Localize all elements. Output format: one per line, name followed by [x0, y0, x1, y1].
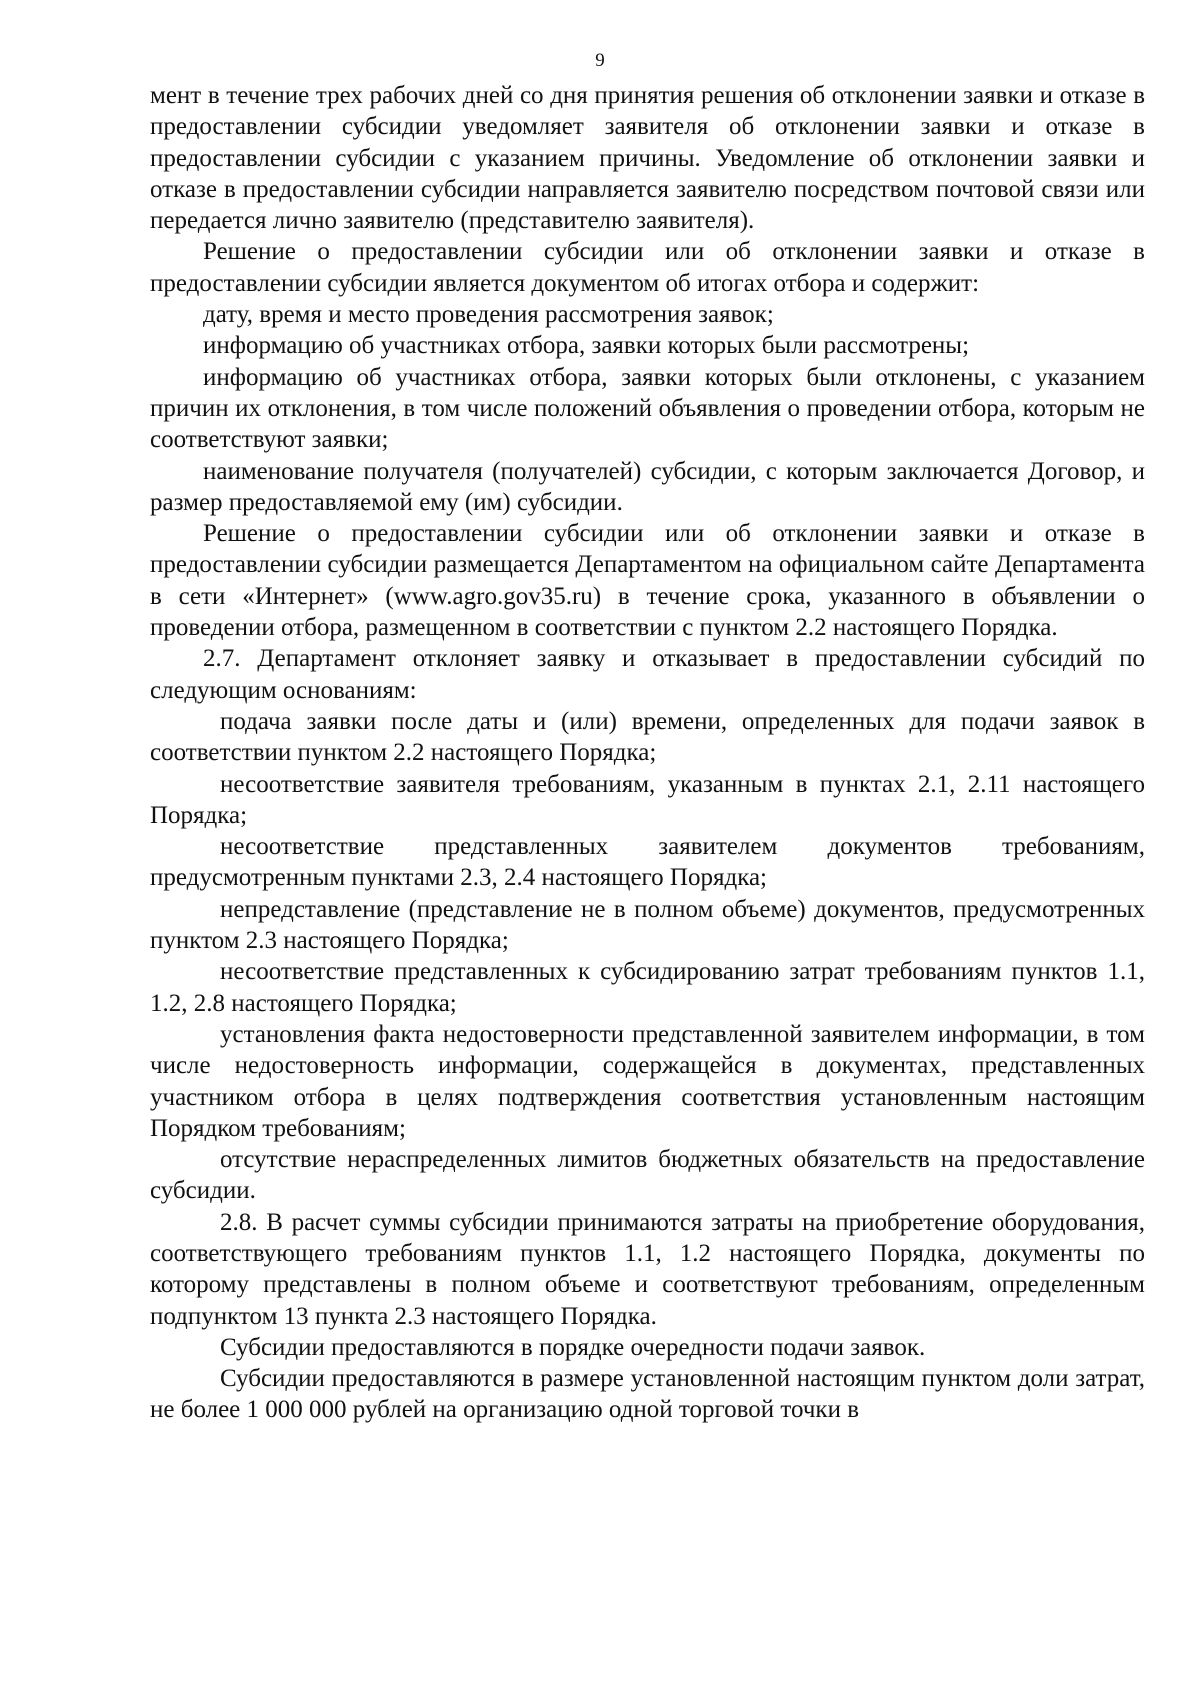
list-item: отсутствие нераспределенных лимитов бюджетных обязательств на предоставление субсидии. [150, 1146, 1145, 1205]
list-item: наименование получателя (получателей) субсидии, с которым заключается Договор, и размер предоставляемой ему (им) субсидии. [150, 457, 1145, 516]
paragraph: Решение о предоставлении субсидии или об отклонении заявки и отказе в предоставлении субсидии размещается Департаментом на официальном сайте Департамента в сети «Интернет» (www.agro.gov35.ru) в течение срока, указанного в объявлении о проведении отбора, размещенном в соответствии с пунктом 2.2 настоящего Порядка. [150, 520, 1145, 642]
section-paragraph-2-8: 2.8. В расчет суммы субсидии принимаются затраты на приобретение оборудования, соответствующего требованиям пунктов 1.1, 1.2 настоящего Порядка, документы по которому представлены в полном объеме и соответствуют требованиям, определенным подпунктом 13 пункта 2.3 настоящего Порядка. [150, 1208, 1145, 1330]
list-item: установления факта недостоверности представленной заявителем информации, в том числе недостоверность информации, содержащейся в документах, представленных участником отбора в целях подтверждения соответствия установленным настоящим Порядком требованиям; [150, 1020, 1145, 1142]
paragraph: мент в течение трех рабочих дней со дня принятия решения об отклонении заявки и отказе в предоставлении субсидии уведомляет заявителя об отклонении заявки и отказе в предоставлении субсидии с указанием причины. Уведомление об отклонении заявки и отказе в предоставлении субсидии направляется заявителю посредством почтовой связи или передается лично заявителю (представителю заявителя). [150, 82, 1145, 235]
list-item: непредставление (представление не в полном объеме) документов, предусмотренных пунктом 2.3 настоящего Порядка; [150, 895, 1145, 955]
list-item: несоответствие заявителя требованиям, указанным в пунктах 2.1, 2.11 настоящего Порядка; [150, 770, 1145, 829]
list-item: несоответствие представленных к субсидированию затрат требованиям пунктов 1.1, 1.2, 2.8 настоящего Порядка; [150, 958, 1145, 1017]
document-body [150, 80, 1145, 1426]
list-item: информацию об участниках отбора, заявки которых были рассмотрены; [203, 332, 970, 360]
paragraph: Субсидии предоставляются в размере установленной настоящим пунктом доли затрат, не более 1 000 000 рублей на организацию одной торговой точки в [150, 1365, 1145, 1424]
list-item: дату, время и место проведения рассмотрения заявок; [203, 301, 774, 329]
list-item: подача заявки после даты и (или) времени, определенных для подачи заявок в соответствии пунктом 2.2 настоящего Порядка; [150, 707, 1145, 767]
section-paragraph-2-7: 2.7. Департамент отклоняет заявку и отказывает в предоставлении субсидий по следующим основаниям: [150, 645, 1145, 704]
list-item: несоответствие представленных заявителем документов требованиям, предусмотренным пунктами 2.3, 2.4 настоящего Порядка; [150, 833, 1145, 892]
paragraph: Субсидии предоставляются в порядке очередности подачи заявок. [220, 1333, 926, 1361]
page-number: 9 [595, 50, 605, 71]
paragraph: Решение о предоставлении субсидии или об отклонении заявки и отказе в предоставлении субсидии является документом об итогах отбора и содержит: [150, 238, 1145, 297]
list-item: информацию об участниках отбора, заявки которых были отклонены, с указанием причин их отклонения, в том числе положений объявления о проведении отбора, которым не соответствуют заявки; [150, 363, 1145, 454]
